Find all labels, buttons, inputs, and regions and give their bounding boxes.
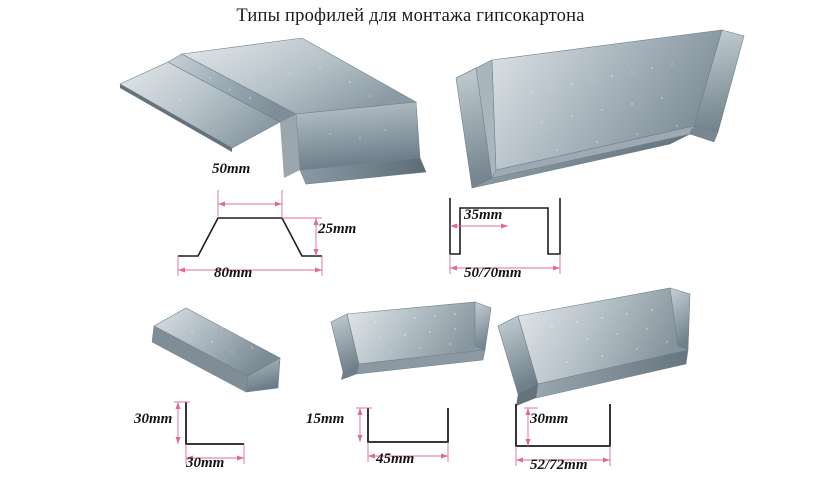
profile-guide-pn-3d [325, 298, 500, 393]
profile-guide-wide-3d [492, 286, 702, 411]
dimension-guide-wide [498, 396, 678, 478]
dimension-label-5070mm: 50/70mm [464, 265, 522, 281]
dimension-label-5272mm: 52/72mm [530, 457, 588, 473]
dimension-guide-pn [306, 398, 490, 474]
dimension-ceiling-pp [170, 161, 360, 288]
profile-rack-ps-3d [432, 22, 762, 197]
dimension-label-corner-30mm-horizontal: 30mm [186, 455, 225, 471]
profile-corner-3d [152, 300, 297, 395]
dimension-label-corner-30mm-vertical: 30mm [134, 411, 173, 427]
dimension-label-50mm: 50mm [212, 161, 251, 177]
dimension-corner [134, 396, 278, 474]
profile-ceiling-pp-3d [120, 38, 440, 188]
dimension-rack-ps [438, 190, 628, 285]
dimension-label-80mm: 80mm [214, 265, 253, 281]
dimension-label-25mm: 25mm [318, 221, 357, 237]
dimension-label-15mm: 15mm [306, 411, 345, 427]
page-title: Типы профилей для монтажа гипсокартона [236, 6, 585, 26]
dimension-label-45mm: 45mm [376, 451, 415, 467]
dimension-label-wide-30mm: 30mm [530, 411, 569, 427]
dimension-label-35mm: 35mm [464, 207, 503, 223]
